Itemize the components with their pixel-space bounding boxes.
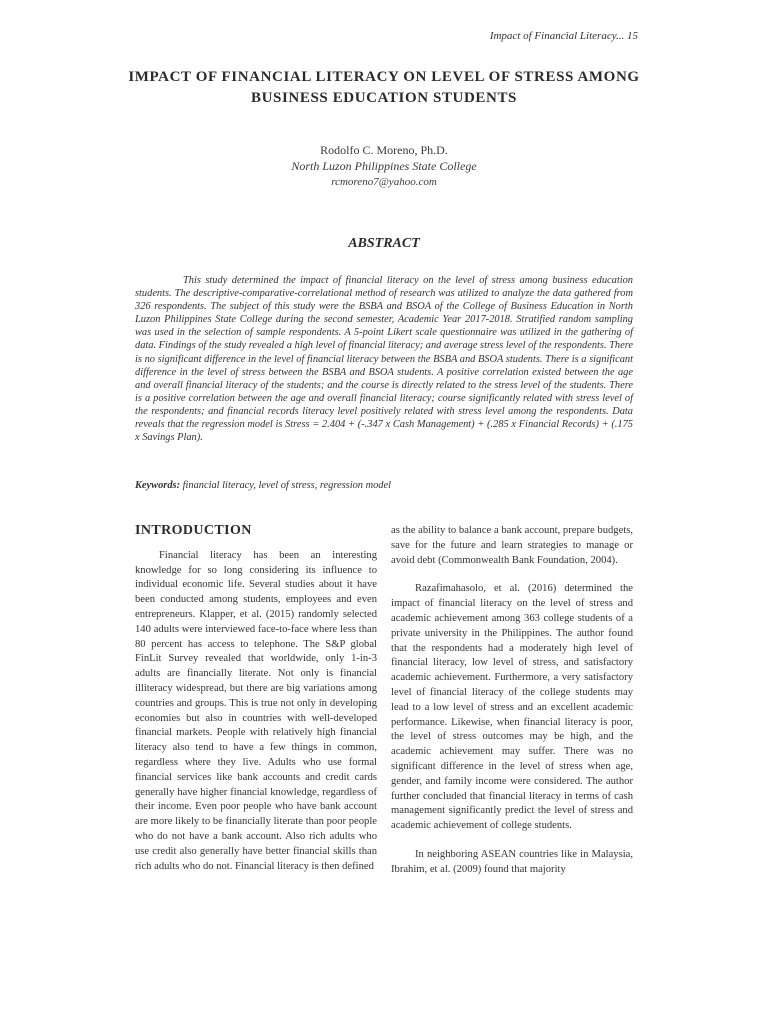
- keywords-text: financial literacy, level of stress, regression model: [180, 480, 391, 491]
- right-column: [391, 524, 633, 878]
- running-head: Impact of Financial Literacy... 15: [489, 30, 638, 42]
- left-column: [135, 524, 377, 874]
- introduction-paragraph-2: Razafimahasolo, et al. (2016) determined the impact of financial literacy on the level of stress and academic achievement among 363 college students of a private university in the Philippines. The author found that the respondents had a moderately high level of financial literacy, low level of stress, and satisfactory academic achievement. Furthermore, a very satisfactory level of financial literacy of the college students may lead to a low level of stress and an excellent academic performance. Likewise, when financial literacy is poor, the level of stress outcomes may be high, and the academic achievement may suffer. There was no significant difference in the level of stress when age, gender, and family income were considered. The author further concluded that financial literacy in terms of cash management significantly predict the level of stress and academic achievement of college students.: [391, 583, 633, 832]
- keywords: [135, 480, 633, 491]
- introduction-heading: INTRODUCTION: [135, 523, 252, 538]
- author-email: rcmoreno7@yahoo.com: [331, 176, 437, 188]
- abstract-heading: ABSTRACT: [348, 236, 420, 251]
- author-name: Rodolfo C. Moreno, Ph.D.: [320, 143, 448, 157]
- introduction-paragraph-3: In neighboring ASEAN countries like in Malaysia, Ibrahim, et al. (2009) found that majority: [391, 848, 633, 875]
- author-block: [184, 142, 584, 190]
- introduction-paragraph-1-continued: as the ability to balance a bank account, prepare budgets, save for the future and learn strategies to manage or avoid debt (Commonwealth Bank Foundation, 2004).: [391, 525, 633, 566]
- keywords-label: Keywords:: [135, 480, 181, 491]
- introduction-paragraph-1: Financial literacy has been an interesting knowledge for so long considering its influence to individual economic life. Several studies about it have been conducted among students, employees and even entrepreneurs. Klapper, et al. (2015) randomly selected 140 adults were interviewed face-to-face where less than 80 percent has access to telephone. The S&P global FinLit Survey revealed that worldwide, only 1-in-3 adults are financially literate. Not only is financial illiteracy widespread, but there are big variations among countries and groups. This is true not only in developing economies but also in countries with well-developed financial markets. People with relatively high financial literacy also tend to have a few things in common, regardless where they live. Adults who use formal financial services like bank accounts and credit cards generally have higher financial knowledge, regardless of their income. Even poor people who have bank account are more likely to be financially literate than poor people who do not have a bank account. Also rich adults who use credit also generally have better financial skills than rich adults who do not. Financial literacy is then defined: [135, 549, 377, 872]
- author-institution: North Luzon Philippines State College: [291, 159, 477, 173]
- paper-title: IMPACT OF FINANCIAL LITERACY ON LEVEL OF STRESS AMONG BUSINESS EDUCATION STUDENTS: [128, 69, 640, 106]
- abstract-text: This study determined the impact of financial literacy on the level of stress among business education students. The descriptive-comparative-correlational method of research was utilized to analyze the data gathered from 326 respondents. The subject of this study were the BSBA and BSOA of the College of Business Education in North Luzon Philippines State College during the second semester, Academic Year 2017-2018. Stratified random sampling was used in the selection of sample respondents. A 5-point Likert scale questionnaire was utilized in the gathering of data. Findings of the study revealed a high level of financial literacy; and average stress level of the respondents. There is no significant difference in the level of financial literacy between the BSBA and BSOA students. There is a significant difference in the level of stress between the BSBA and BSOA students. A positive correlation existed between the age and overall financial literacy of the students; and the course is directly related to the stress level of the students. There is a positive correlation between the age and overall financial literacy; course significantly related with stress level of the respondents; and financial records literacy level positively related with stress level among the respondents. Data reveals that the regression model is Stress = 2.404 + (-.347 x Cash Management) + (.285 x Financial Records) + (.175 x Savings Plan).: [135, 275, 633, 444]
